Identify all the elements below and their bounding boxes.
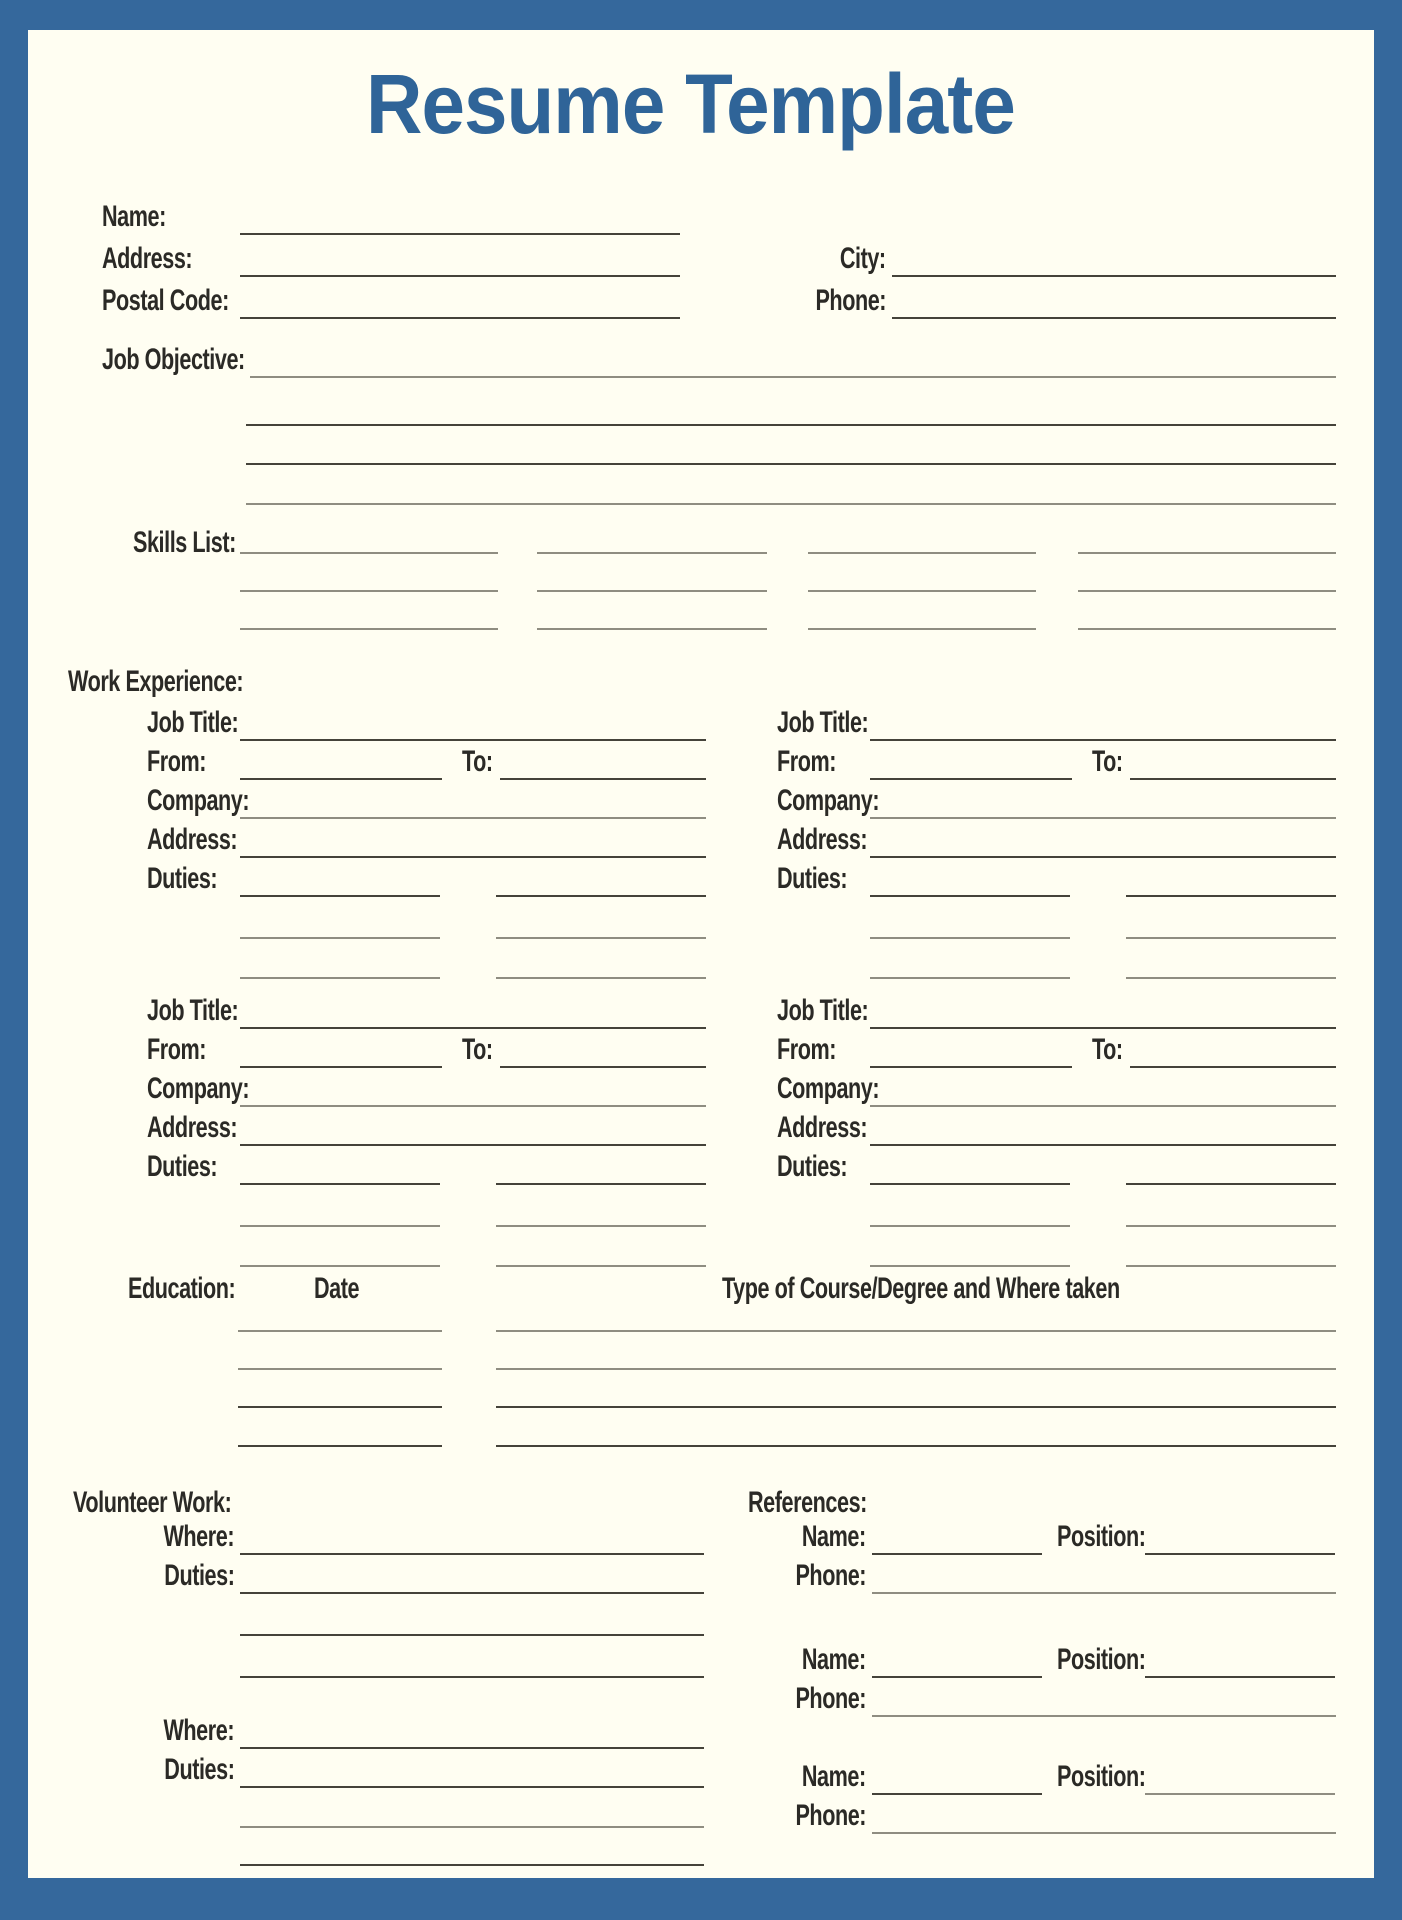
reference1-phone-label: Phone:	[795, 1559, 866, 1592]
job2-company-line[interactable]	[870, 817, 1336, 819]
address-field-line[interactable]	[240, 275, 680, 277]
page-background	[28, 30, 1374, 1878]
job1-from-label: From:	[147, 745, 207, 778]
job3-duties-label: Duties:	[147, 1150, 218, 1183]
job4-duties-line-1b[interactable]	[1126, 1183, 1336, 1185]
job3-duties-line-1a[interactable]	[240, 1183, 440, 1185]
reference3-name-line[interactable]	[872, 1793, 1042, 1795]
job4-address-line[interactable]	[870, 1144, 1336, 1146]
job4-company-label: Company:	[777, 1072, 880, 1105]
reference1-position-line[interactable]	[1145, 1553, 1335, 1555]
skills-line-r2-c4[interactable]	[1078, 590, 1336, 592]
volunteer2-duties-line-1[interactable]	[240, 1786, 704, 1788]
job4-duties-line-3b[interactable]	[1126, 1265, 1336, 1267]
skills-line-r2-c3[interactable]	[808, 590, 1036, 592]
job-objective-line-1[interactable]	[250, 376, 1336, 378]
city-label: City:	[840, 242, 886, 275]
job2-to-line[interactable]	[1130, 778, 1336, 780]
volunteer1-duties-line-1[interactable]	[240, 1592, 704, 1594]
job4-to-label: To:	[1092, 1033, 1123, 1066]
volunteer2-duties-line-3[interactable]	[240, 1864, 704, 1866]
references-heading: References:	[748, 1486, 867, 1519]
job1-to-label: To:	[462, 745, 493, 778]
volunteer1-where-label: Where:	[163, 1520, 234, 1553]
job1-title-line[interactable]	[240, 739, 706, 741]
education-date-line-1[interactable]	[238, 1330, 442, 1332]
job1-duties-line-2a[interactable]	[240, 937, 440, 939]
job2-from-label: From:	[777, 745, 837, 778]
job3-to-line[interactable]	[500, 1066, 706, 1068]
job2-title-label: Job Title:	[777, 706, 869, 739]
job4-company-line[interactable]	[870, 1105, 1336, 1107]
volunteer2-where-line[interactable]	[240, 1747, 704, 1749]
skills-line-r1-c1[interactable]	[240, 552, 498, 554]
reference1-position-label: Position:	[1057, 1520, 1146, 1553]
job2-duties-line-3b[interactable]	[1126, 977, 1336, 979]
volunteer1-duties-line-2[interactable]	[240, 1634, 704, 1636]
phone-field-line[interactable]	[892, 317, 1336, 319]
job3-duties-line-2b[interactable]	[496, 1225, 706, 1227]
job3-from-line[interactable]	[240, 1066, 442, 1068]
job4-duties-label: Duties:	[777, 1150, 848, 1183]
education-course-line-3[interactable]	[496, 1406, 1336, 1408]
job2-title-line[interactable]	[870, 739, 1336, 741]
job1-address-label: Address:	[147, 823, 238, 856]
job2-duties-line-1b[interactable]	[1126, 895, 1336, 897]
job4-address-label: Address:	[777, 1111, 868, 1144]
volunteer1-where-line[interactable]	[240, 1553, 704, 1555]
job4-title-label: Job Title:	[777, 994, 869, 1027]
job2-duties-line-3a[interactable]	[870, 977, 1070, 979]
job4-from-label: From:	[777, 1033, 837, 1066]
job1-from-line[interactable]	[240, 778, 442, 780]
job3-duties-line-3b[interactable]	[496, 1265, 706, 1267]
job4-duties-line-1a[interactable]	[870, 1183, 1070, 1185]
job2-address-label: Address:	[777, 823, 868, 856]
page-title: Resume Template	[366, 57, 1015, 151]
job2-duties-line-1a[interactable]	[870, 895, 1070, 897]
reference2-name-line[interactable]	[872, 1676, 1042, 1678]
postal-code-label: Postal Code:	[102, 284, 229, 317]
volunteer2-duties-line-2[interactable]	[240, 1826, 704, 1828]
job3-to-label: To:	[462, 1033, 493, 1066]
skills-list-label: Skills List:	[133, 526, 236, 559]
volunteer2-duties-label: Duties:	[163, 1753, 234, 1786]
job1-duties-label: Duties:	[147, 862, 218, 895]
job2-company-label: Company:	[777, 784, 880, 817]
job1-duties-line-1a[interactable]	[240, 895, 440, 897]
name-field-line[interactable]	[240, 233, 680, 235]
reference2-name-label: Name:	[802, 1643, 866, 1676]
job3-company-line[interactable]	[240, 1105, 706, 1107]
job1-address-line[interactable]	[240, 856, 706, 858]
reference3-name-label: Name:	[802, 1760, 866, 1793]
job4-title-line[interactable]	[870, 1027, 1336, 1029]
reference2-position-label: Position:	[1057, 1643, 1146, 1676]
skills-line-r3-c4[interactable]	[1078, 628, 1336, 630]
job2-address-line[interactable]	[870, 856, 1336, 858]
phone-label: Phone:	[815, 284, 886, 317]
work-experience-heading: Work Experience:	[68, 665, 244, 698]
education-course-line-2[interactable]	[496, 1368, 1336, 1370]
reference3-phone-line[interactable]	[872, 1832, 1336, 1834]
job4-duties-line-3a[interactable]	[870, 1265, 1070, 1267]
reference3-position-label: Position:	[1057, 1760, 1146, 1793]
job1-duties-line-2b[interactable]	[496, 937, 706, 939]
job1-company-label: Company:	[147, 784, 250, 817]
education-course-line-4[interactable]	[496, 1445, 1336, 1447]
education-heading: Education:	[128, 1272, 236, 1305]
job2-duties-label: Duties:	[777, 862, 848, 895]
job-objective-line-2[interactable]	[246, 424, 1336, 426]
reference1-name-label: Name:	[802, 1520, 866, 1553]
job1-duties-line-3b[interactable]	[496, 977, 706, 979]
job-objective-label: Job Objective:	[102, 343, 245, 376]
skills-line-r1-c4[interactable]	[1078, 552, 1336, 554]
job2-duties-line-2b[interactable]	[1126, 937, 1336, 939]
job4-duties-line-2a[interactable]	[870, 1225, 1070, 1227]
skills-line-r3-c2[interactable]	[537, 628, 767, 630]
education-date-line-3[interactable]	[238, 1406, 442, 1408]
job1-company-line[interactable]	[240, 817, 706, 819]
education-course-line-1[interactable]	[496, 1330, 1336, 1332]
skills-line-r1-c2[interactable]	[537, 552, 767, 554]
city-field-line[interactable]	[892, 275, 1336, 277]
volunteer2-where-label: Where:	[163, 1714, 234, 1747]
job3-address-label: Address:	[147, 1111, 238, 1144]
reference2-phone-label: Phone:	[795, 1682, 866, 1715]
job1-title-label: Job Title:	[147, 706, 239, 739]
job3-title-line[interactable]	[240, 1027, 706, 1029]
reference2-phone-line[interactable]	[872, 1715, 1336, 1717]
job3-title-label: Job Title:	[147, 994, 239, 1027]
education-date-line-2[interactable]	[238, 1368, 442, 1370]
job4-from-line[interactable]	[870, 1066, 1072, 1068]
address-label: Address:	[102, 242, 193, 275]
job1-duties-line-1b[interactable]	[496, 895, 706, 897]
postal-code-field-line[interactable]	[240, 317, 680, 319]
reference1-phone-line[interactable]	[872, 1592, 1336, 1594]
job3-address-line[interactable]	[240, 1144, 706, 1146]
skills-line-r1-c3[interactable]	[808, 552, 1036, 554]
education-course-header: Type of Course/Degree and Where taken	[722, 1272, 1120, 1305]
name-label: Name:	[102, 200, 166, 233]
job3-duties-line-3a[interactable]	[240, 1265, 440, 1267]
job4-duties-line-2b[interactable]	[1126, 1225, 1336, 1227]
skills-line-r3-c1[interactable]	[240, 628, 498, 630]
job-objective-line-4[interactable]	[246, 503, 1336, 505]
job2-duties-line-2a[interactable]	[870, 937, 1070, 939]
job2-from-line[interactable]	[870, 778, 1072, 780]
skills-line-r3-c3[interactable]	[808, 628, 1036, 630]
volunteer-work-heading: Volunteer Work:	[73, 1486, 232, 1519]
education-date-header: Date	[314, 1272, 360, 1305]
skills-line-r2-c1[interactable]	[240, 590, 498, 592]
job3-company-label: Company:	[147, 1072, 250, 1105]
job-objective-line-3[interactable]	[246, 463, 1336, 465]
job3-duties-line-1b[interactable]	[496, 1183, 706, 1185]
reference2-position-line[interactable]	[1145, 1676, 1335, 1678]
reference3-position-line[interactable]	[1145, 1793, 1335, 1795]
job3-from-label: From:	[147, 1033, 207, 1066]
reference3-phone-label: Phone:	[795, 1799, 866, 1832]
education-date-line-4[interactable]	[238, 1445, 442, 1447]
job3-duties-line-2a[interactable]	[240, 1225, 440, 1227]
job1-to-line[interactable]	[500, 778, 706, 780]
volunteer1-duties-label: Duties:	[163, 1559, 234, 1592]
job1-duties-line-3a[interactable]	[240, 977, 440, 979]
volunteer1-duties-line-3[interactable]	[240, 1676, 704, 1678]
reference1-name-line[interactable]	[872, 1553, 1042, 1555]
job2-to-label: To:	[1092, 745, 1123, 778]
job4-to-line[interactable]	[1130, 1066, 1336, 1068]
skills-line-r2-c2[interactable]	[537, 590, 767, 592]
